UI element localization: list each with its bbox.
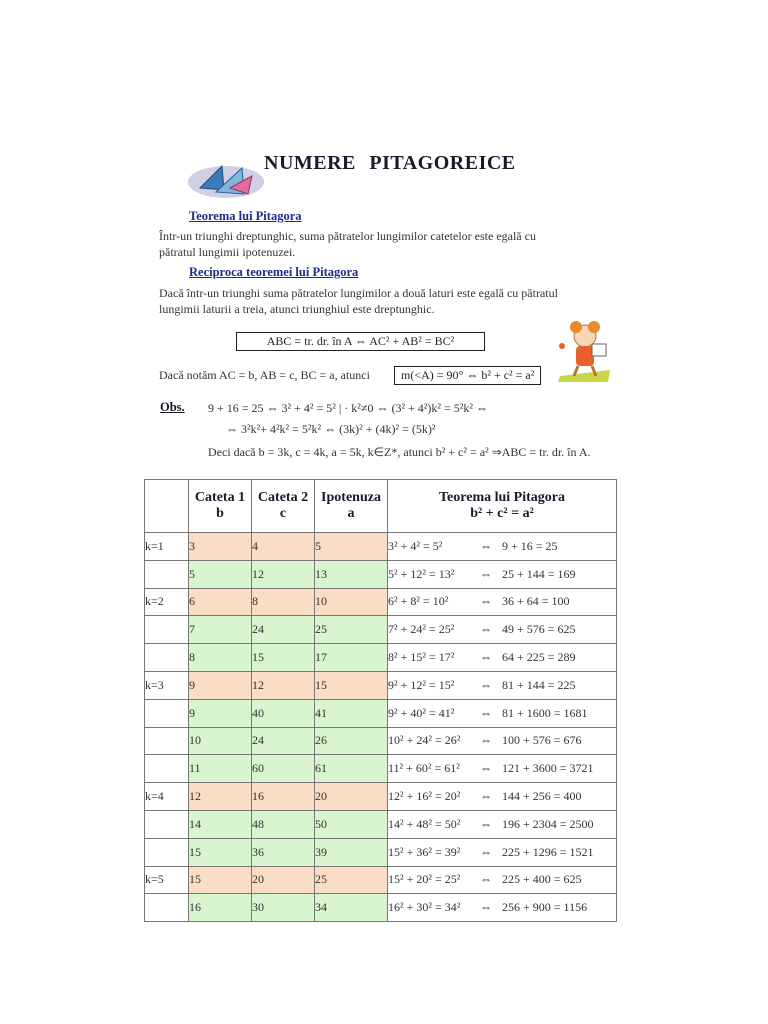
cateta1-cell: 15 bbox=[189, 838, 252, 866]
sum-equation: 36 + 64 = 100 bbox=[502, 594, 570, 609]
triangle-rulers-icon bbox=[186, 158, 266, 200]
k-cell bbox=[145, 560, 189, 588]
equivalence-symbol: ⇔ bbox=[480, 705, 492, 720]
ipotenuza-cell: 61 bbox=[315, 755, 388, 783]
ipotenuza-cell: 17 bbox=[315, 644, 388, 672]
theorem-cell bbox=[388, 671, 617, 699]
equivalence-symbol: ⇔ bbox=[480, 538, 492, 553]
squares-equation: 7² + 24² = 25² bbox=[388, 622, 455, 637]
theorem-cell bbox=[388, 560, 617, 588]
k-cell bbox=[145, 810, 189, 838]
ipotenuza-cell: 13 bbox=[315, 560, 388, 588]
col-theorem-label: Teorema lui Pitagora bbox=[439, 490, 565, 505]
cateta1-cell: 7 bbox=[189, 616, 252, 644]
equivalence-symbol: ⇔ bbox=[480, 677, 492, 692]
cateta2-cell: 24 bbox=[252, 727, 315, 755]
sum-equation: 81 + 1600 = 1681 bbox=[502, 705, 588, 720]
squares-equation: 6² + 8² = 10² bbox=[388, 594, 449, 609]
ipotenuza-cell: 5 bbox=[315, 533, 388, 561]
equivalence-symbol: ⇔ bbox=[480, 789, 492, 804]
squares-equation: 3² + 4² = 5² bbox=[388, 538, 443, 553]
theorem-cell bbox=[388, 755, 617, 783]
theorem-cell bbox=[388, 894, 617, 922]
theorem-text: Într-un triunghi dreptunghic, suma pătratelor lungimilor catetelor este egală cu pătratul lungimii ipotenuzei. bbox=[159, 229, 536, 259]
sum-equation: 225 + 400 = 625 bbox=[502, 872, 582, 887]
sum-equation: 64 + 225 = 289 bbox=[502, 650, 576, 665]
cateta2-cell: 16 bbox=[252, 783, 315, 811]
squares-equation: 9² + 40² = 41² bbox=[388, 705, 455, 720]
cateta1-cell: 15 bbox=[189, 866, 252, 894]
k-cell: k=3 bbox=[145, 671, 189, 699]
table-row bbox=[145, 727, 617, 755]
table-row bbox=[145, 560, 617, 588]
theorem-cell bbox=[388, 644, 617, 672]
col-cateta1-label: Cateta 1 bbox=[194, 490, 246, 505]
k-header bbox=[145, 480, 189, 533]
ipotenuza-cell: 25 bbox=[315, 616, 388, 644]
table-row bbox=[145, 783, 617, 811]
col-theorem-sub: b² + c² = a² bbox=[470, 506, 534, 521]
ipotenuza-cell: 26 bbox=[315, 727, 388, 755]
squares-equation: 8² + 15² = 17² bbox=[388, 650, 455, 665]
obs-line-2: ⇔ 3²k²+ 4²k² = 5²k² ⇔ (3k)² + (4k)² = (5k)² bbox=[226, 422, 436, 436]
k-cell: k=5 bbox=[145, 866, 189, 894]
k-cell bbox=[145, 838, 189, 866]
table-row bbox=[145, 644, 617, 672]
obs-line-1: 9 + 16 = 25 ⇔ 3² + 4² = 5² | · k²≠0 ⇔ (3² + 4²)k² = 5²k² ⇔ bbox=[208, 401, 488, 415]
col-theorem-header bbox=[388, 480, 617, 533]
table-row bbox=[145, 810, 617, 838]
squares-equation: 15² + 20² = 25² bbox=[388, 872, 461, 887]
squares-equation: 9² + 12² = 15² bbox=[388, 677, 455, 692]
squares-equation: 5² + 12² = 13² bbox=[388, 566, 455, 581]
table-row bbox=[145, 894, 617, 922]
k-cell bbox=[145, 644, 189, 672]
col-cateta1-sub: b bbox=[216, 506, 224, 521]
ipotenuza-cell: 50 bbox=[315, 810, 388, 838]
equivalence-symbol: ⇔ bbox=[480, 566, 492, 581]
cateta2-cell: 60 bbox=[252, 755, 315, 783]
theorem-cell bbox=[388, 783, 617, 811]
k-cell bbox=[145, 894, 189, 922]
k-cell: k=4 bbox=[145, 783, 189, 811]
theorem-cell bbox=[388, 810, 617, 838]
cateta1-cell: 3 bbox=[189, 533, 252, 561]
equivalence-symbol: ⇔ bbox=[480, 900, 492, 915]
cartoon-child-icon bbox=[556, 318, 614, 384]
equivalence-symbol: ⇔ bbox=[480, 650, 492, 665]
theorem-heading: Teorema lui Pitagora bbox=[189, 209, 302, 223]
equivalence-symbol: ⇔ bbox=[480, 844, 492, 859]
cateta1-cell: 8 bbox=[189, 644, 252, 672]
equivalence-symbol: ⇔ bbox=[480, 622, 492, 637]
ipotenuza-cell: 15 bbox=[315, 671, 388, 699]
k-cell bbox=[145, 699, 189, 727]
table-row bbox=[145, 671, 617, 699]
cateta2-cell: 48 bbox=[252, 810, 315, 838]
cateta1-cell: 6 bbox=[189, 588, 252, 616]
squares-equation: 11² + 60² = 61² bbox=[388, 761, 460, 776]
theorem-cell bbox=[388, 533, 617, 561]
equivalence-symbol: ⇔ bbox=[480, 733, 492, 748]
theorem-cell bbox=[388, 727, 617, 755]
col-cateta2-label: Cateta 2 bbox=[257, 490, 309, 505]
cateta1-cell: 9 bbox=[189, 699, 252, 727]
col-ipotenuza-label: Ipotenuza bbox=[321, 490, 381, 505]
sum-equation: 196 + 2304 = 2500 bbox=[502, 816, 594, 831]
theorem-cell bbox=[388, 866, 617, 894]
ipotenuza-cell: 10 bbox=[315, 588, 388, 616]
cateta1-cell: 14 bbox=[189, 810, 252, 838]
cateta1-cell: 5 bbox=[189, 560, 252, 588]
cateta2-cell: 12 bbox=[252, 671, 315, 699]
cateta2-cell: 15 bbox=[252, 644, 315, 672]
col-cateta2-sub: c bbox=[279, 506, 287, 521]
formula-box: ABC = tr. dr. în A ⇔ AC² + AB² = BC² bbox=[236, 332, 485, 351]
table-row bbox=[145, 755, 617, 783]
cateta1-cell: 9 bbox=[189, 671, 252, 699]
k-cell bbox=[145, 755, 189, 783]
squares-equation: 15² + 36² = 39² bbox=[388, 844, 461, 859]
obs-label: Obs. bbox=[160, 400, 185, 414]
sum-equation: 100 + 576 = 676 bbox=[502, 733, 582, 748]
reciprocal-heading: Reciproca teoremei lui Pitagora bbox=[189, 265, 359, 279]
sum-equation: 121 + 3600 = 3721 bbox=[502, 761, 594, 776]
col-cateta1-header bbox=[189, 480, 252, 533]
col-ipotenuza-sub: a bbox=[347, 506, 355, 521]
table-row bbox=[145, 616, 617, 644]
cateta2-cell: 8 bbox=[252, 588, 315, 616]
sum-equation: 49 + 576 = 625 bbox=[502, 622, 576, 637]
equivalence-symbol: ⇔ bbox=[480, 872, 492, 887]
squares-equation: 14² + 48² = 50² bbox=[388, 816, 461, 831]
squares-equation: 12² + 16² = 20² bbox=[388, 789, 461, 804]
sum-equation: 9 + 16 = 25 bbox=[502, 538, 558, 553]
cateta1-cell: 12 bbox=[189, 783, 252, 811]
k-cell: k=1 bbox=[145, 533, 189, 561]
ipotenuza-cell: 41 bbox=[315, 699, 388, 727]
cateta2-cell: 4 bbox=[252, 533, 315, 561]
sum-equation: 256 + 900 = 1156 bbox=[502, 900, 588, 915]
cateta1-cell: 16 bbox=[189, 894, 252, 922]
pythagorean-table bbox=[144, 479, 617, 922]
table-row bbox=[145, 866, 617, 894]
sum-equation: 144 + 256 = 400 bbox=[502, 789, 582, 804]
ipotenuza-cell: 34 bbox=[315, 894, 388, 922]
sum-equation: 225 + 1296 = 1521 bbox=[502, 844, 594, 859]
obs-line-3: Deci dacă b = 3k, c = 4k, a = 5k, k∈Z*, atunci b² + c² = a² ⇒ABC = tr. dr. în A. bbox=[208, 445, 591, 459]
table-row bbox=[145, 533, 617, 561]
theorem-cell bbox=[388, 588, 617, 616]
sum-equation: 81 + 144 = 225 bbox=[502, 677, 576, 692]
reciprocal-text: Dacă într-un triunghi suma pătratelor lungimilor a două laturi este egală cu pătratul lungimii laturii a treia, atunci triunghiul este dreptunghic. bbox=[159, 286, 558, 316]
cateta1-cell: 10 bbox=[189, 727, 252, 755]
theorem-cell bbox=[388, 616, 617, 644]
ipotenuza-cell: 39 bbox=[315, 838, 388, 866]
cateta2-cell: 30 bbox=[252, 894, 315, 922]
equivalence-symbol: ⇔ bbox=[480, 761, 492, 776]
squares-equation: 10² + 24² = 26² bbox=[388, 733, 461, 748]
sum-equation: 25 + 144 = 169 bbox=[502, 566, 576, 581]
cateta2-cell: 36 bbox=[252, 838, 315, 866]
k-cell: k=2 bbox=[145, 588, 189, 616]
cateta2-cell: 20 bbox=[252, 866, 315, 894]
page-title: NUMERE PITAGOREICE bbox=[264, 152, 516, 174]
notation-box: m(<A) = 90° ⇔ b² + c² = a² bbox=[394, 366, 541, 385]
cateta2-cell: 12 bbox=[252, 560, 315, 588]
k-cell bbox=[145, 616, 189, 644]
theorem-cell bbox=[388, 699, 617, 727]
table-row bbox=[145, 588, 617, 616]
cateta2-cell: 24 bbox=[252, 616, 315, 644]
equivalence-symbol: ⇔ bbox=[480, 594, 492, 609]
ipotenuza-cell: 25 bbox=[315, 866, 388, 894]
notation-text: Dacă notăm AC = b, AB = c, BC = a, atunci bbox=[159, 368, 370, 382]
equivalence-symbol: ⇔ bbox=[480, 816, 492, 831]
squares-equation: 16² + 30² = 34² bbox=[388, 900, 461, 915]
cateta1-cell: 11 bbox=[189, 755, 252, 783]
ipotenuza-cell: 20 bbox=[315, 783, 388, 811]
table-header-row bbox=[145, 480, 617, 533]
theorem-cell bbox=[388, 838, 617, 866]
col-ipotenuza-header bbox=[315, 480, 388, 533]
table-row bbox=[145, 838, 617, 866]
cateta2-cell: 40 bbox=[252, 699, 315, 727]
k-cell bbox=[145, 727, 189, 755]
col-cateta2-header bbox=[252, 480, 315, 533]
table-row bbox=[145, 699, 617, 727]
